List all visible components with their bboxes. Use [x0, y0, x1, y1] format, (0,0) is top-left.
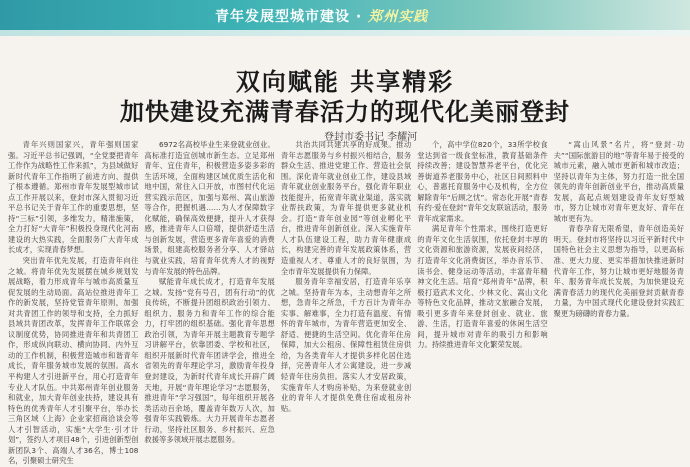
paragraph: 赋能青年成长成才，打造青年发展之城。发扬“党有号召，团有行动”的优良传统，不断提升团组织政治引领力、组织力、服务力和青年工作的综合能力，打牢团的组织基础。强化青年思想政治引领，为青年开展主题教育专题学习讲解平台，依靠团委、学校和社区，组织开展新时代青年团讲学会，推进全省领先的青年理论学习，激励青年投身登封建设，为新时代青年成长开辟广阔天地，开展“青年理论学习”志愿服务，推进青年“学习强国”，每年组织开展各类活动百余场，覆盖青年数万人次，加强青年实践锻炼。大力开展青年志愿者行动，坚持社区服务、乡村振兴、应急救援等多领域开展志愿服务。 [144, 277, 275, 445]
section-title-prefix: 青年发展型城市建设 · [215, 9, 369, 25]
article-column-2 [144, 140, 275, 445]
headline-line-1: 双向赋能 共享精彩 [235, 68, 455, 96]
paragraph: 满足青年个性需求，围绕打造更好的青年文化生活氛围，依托登封丰厚的文化资源和旅游资源，发展夜间经济，打造青年文化消费街区，举办音乐节、读书会、健身运动等活动，丰富青年精神文化生活。培育“郑州青年”品牌，积极打造武术文化、少林文化、嵩山文化等特色文化品牌，推动文旅融合发展，吸引更多青年来登封创业、就业、旅游、生活，打造青年喜爱的休闲生活空间，提升城市对青年的吸引力和影响力。持续推进青年文化繁荣发展。 [417, 224, 548, 350]
paragraph: 6972名高校毕业生来登就业创业。高标准打造宜创城市新生态。立足郑州青年、宜住青年，积极营造多姿多彩的生活环境，全面构建区域优质生活化和地中国，常住入口开放，市图村代化运营实践示范区，加强与郑州、嵩山旅游等合作，把握机遇……为人才保障数字化赋能，确保高效便捷，提升人才获得感，推进青年人口倍增，提供舒适生活与创新发展，营造更多青年喜爱的消费场景，组建高校服务者分享、人才驿站与就业实践，培育青年优秀人才的视野与青年发展的特色品牌。 [144, 140, 275, 276]
article-column-5 [554, 140, 684, 436]
article-column-4 [417, 140, 547, 436]
section-title-accent: 郑州实践 [368, 9, 429, 25]
banner-decoration [0, 30, 690, 36]
article-body [8, 140, 685, 466]
paragraph: 突出青年优先发展，打造青年向往之城。将青年优先发展摆在城乡规划发展战略，着力形成青年与城市高质量互促发展的生动局面。高站位推进青年工作的新发展，坚持党管青年原则，加强对共青团工作的领导和支持，全力抓好县域共青团改革，发挥青年工作联席会议制度优势，协同推进青年和共青团工作，形成纵向联动、横向协同、内外互动的工作机制，积极营造城市和谐青年成长，青年服务城市发展的氛围。高水平构建人才引进新平台，用心打造青年专业人才队伍。中共郑州青年创业服务和就业，加大青年创业扶持，建设具有特色的优秀青年人才引聚平台，举办长三角区域（上海）企业家招商洽谈会等人才引智活动，实施“大学生·引才计划”，签约人才项目48个，引进创新型创新团队3个、高端人才36名，博士108名，引聚硕士研究生 [8, 256, 139, 466]
headline-line-2: 加快建设充满青春活力的现代化美丽登封 [120, 98, 570, 126]
paragraph: 共治共同共建共享的好成果。推动青年志愿服务与乡村振兴相结合，服务群众生活、推进党建工作、营造社会氛围。深化青年就业创业工作，建设县域青年就业创业服务平台，强化青年职业技能提升，拓宽青年就业渠道，落实就业帮扶政策，为青年提供更多就业机会。打造“青年创业园”等创业孵化平台，推进青年创新创业。深入实施青年人才队伍建设工程，助力青年健康成长，构建完善的青年发展政策体系，营造重视人才、尊重人才的良好氛围，为全市青年发展提供有力保障。 [280, 140, 412, 276]
section-title [215, 6, 428, 26]
article-column-1 [8, 140, 139, 466]
byline: 登封市委书记 李耀河 [324, 132, 418, 143]
paragraph: 青年兴则国家兴，青年强则国家强。习近平总书记强调，“全党要把青年工作作为战略性工作来抓”，为县域做好新时代青年工作指明了前进方向、提供了根本遵循。郑州市青年发展型城市试点工作开展以来，登封市深入贯彻习近平总书记关于青年工作的重要思想，坚持“三标”引领，多维发力，精准施策，全力打好“大青年”积极投身现代化河南建设的大热实践，全面服务广大青年成长成才，实现青春梦想。 [8, 140, 139, 255]
article-column-3 [281, 140, 411, 436]
paragraph: “嵩山风景”名片，将“登封·功夫”“国际旅游目的地”等青年易于接受的城市元素，融入城市更新和城市改造；坚持以青年为主体，努力打造一批全国领先的青年创新创业平台，推动高质量发展，高起点规划建设青年友好型城市，努力让城市对青年更友好、青年在城市更有为。 [553, 140, 685, 223]
header-banner [0, 0, 690, 30]
paragraph: 服务青年幸福安居，打造青年乐享之城。坚持青年为本，主动想青年之所想，急青年之所急，千方百计为青年办实事、解难事，全力打造有温度、有情怀的青年城市，为青年营造更加安全、舒适、便捷的生活空间。优化青年住房保障，加大公租房、保障性租赁住房供给，为各类青年人才提供多样化居住选择，完善青年人才公寓建设，进一步减轻青年住房负担。落实人才安居政策，实施青年人才购房补贴，为来登就业创业的青年人才提供免费住宿或租房补贴。 [280, 277, 412, 413]
paragraph: 个，高中学位820个，33所学校食堂达到省一级食堂标准，教育基础条件持续改善；建设智慧养老平台，优化完善街道养老服务中心，社区日间照料中心，普惠托育服务中心及机构，全方位解除青年“后顾之忧”。常态化开展“青春有约·爱在登封”青年交友联谊活动，服务青年成家需求。 [417, 140, 548, 223]
paragraph: 青春孕育无限希望，青年创造美好明天。登封市将坚持以习近平新时代中国特色社会主义思想为指导，以更高标准、更大力度、更实举措加快推进新时代青年工作，努力让城市更好地服务青年、服务青年成长发展，为加快建设充满青春活力的现代化美丽登封贡献青春力量，为中国式现代化建设登封实践汇聚更为磅礴的青春力量。 [553, 224, 685, 318]
